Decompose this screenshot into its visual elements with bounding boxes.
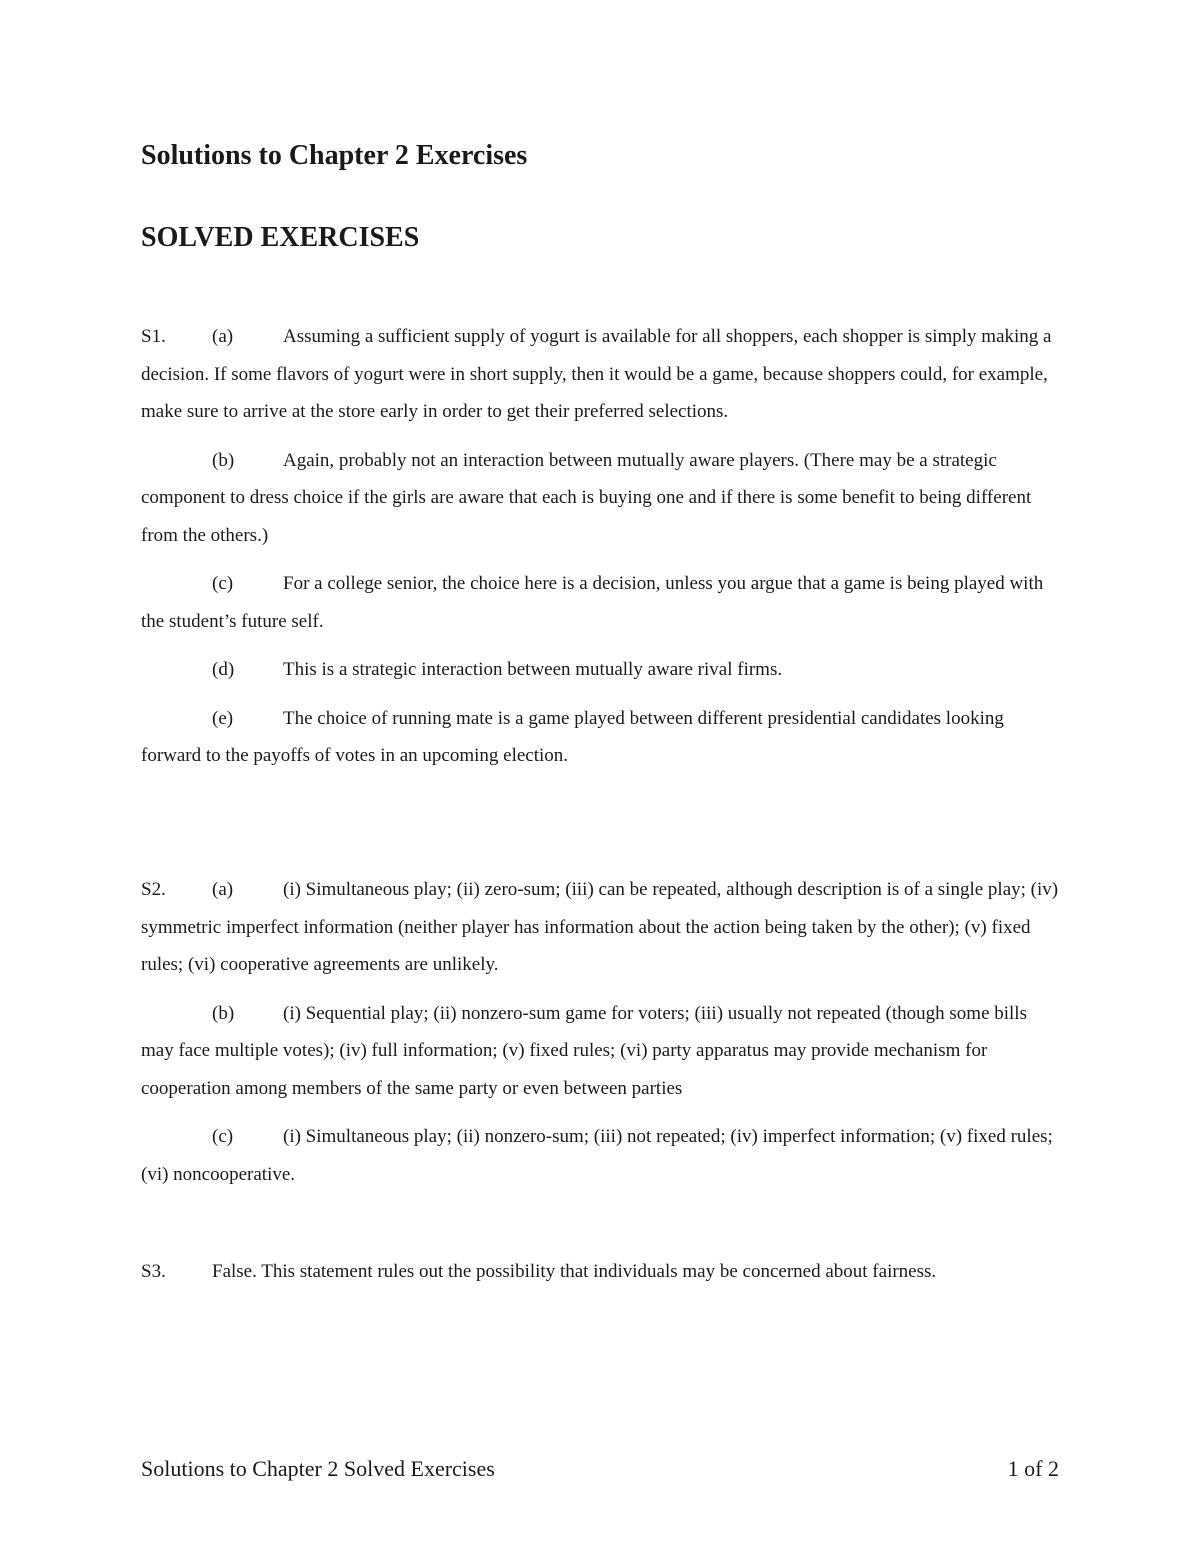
part-label: (b)	[212, 1002, 235, 1024]
s1-part-b	[141, 442, 1061, 555]
part-label: (d)	[212, 659, 235, 680]
exercise-number: S2.	[141, 879, 166, 900]
part-label: (b)	[212, 449, 235, 471]
s2-part-c	[141, 1118, 1061, 1193]
part-text: (i) Sequential play; (ii) nonzero-sum game for voters; (iii) usually not repeated (though some bills may face multiple votes); (iv) full information; (v) fixed rules; (vi) party apparatus may provide mechanism for cooperation among members of the same party or even between parties	[141, 1002, 1027, 1099]
s1-part-c	[141, 565, 1061, 640]
exercise-s2	[141, 871, 1061, 1193]
part-text: For a college senior, the choice here is a decision, unless you argue that a game is being played with the student’s future self.	[141, 573, 1044, 632]
footer-title: Solutions to Chapter 2 Solved Exercises	[141, 1456, 495, 1481]
s1-part-d	[141, 651, 1061, 689]
exercise-number: S3.	[141, 1261, 166, 1282]
part-label: (a)	[212, 326, 234, 347]
page-number: 1 of 2	[1007, 1456, 1059, 1481]
part-label: (c)	[212, 573, 234, 594]
document-title: Solutions to Chapter 2 Exercises	[141, 140, 528, 171]
part-label: (c)	[212, 1126, 234, 1147]
exercise-s1	[141, 318, 1061, 775]
section-heading: SOLVED EXERCISES	[141, 222, 420, 253]
exercise-s3	[141, 1253, 1061, 1291]
s3-answer	[141, 1253, 1061, 1291]
s2-part-b	[141, 995, 1061, 1108]
answer-text: False. This statement rules out the possibility that individuals may be concerned about fairness.	[212, 1261, 937, 1282]
part-text: (i) Simultaneous play; (ii) zero-sum; (iii) can be repeated, although description is of a single play; (iv) symmetric imperfect information (neither player has information about the action being taken by the other); (v) fixed rules; (vi) cooperative agreements are unlikely.	[141, 879, 1059, 975]
part-text: Again, probably not an interaction between mutually aware players. (There may be a strategic component to dress choice if the girls are aware that each is buying one and if there is some benefit to being different from the others.)	[141, 449, 1032, 546]
s2-part-a	[141, 871, 1061, 984]
s1-part-e	[141, 700, 1061, 775]
part-text: This is a strategic interaction between mutually aware rival firms.	[283, 659, 783, 680]
part-label: (e)	[212, 707, 234, 729]
part-text: Assuming a sufficient supply of yogurt is available for all shoppers, each shopper is simply making a decision. If some flavors of yogurt were in short supply, then it would be a game, because shoppers could, for example, make sure to arrive at the store early in order to get their preferred selections.	[141, 326, 1052, 422]
part-text: (i) Simultaneous play; (ii) nonzero-sum; (iii) not repeated; (iv) imperfect information; (v) fixed rules; (vi) noncooperative.	[141, 1126, 1053, 1185]
part-label: (a)	[212, 879, 234, 900]
exercise-number: S1.	[141, 326, 166, 347]
s1-part-a	[141, 318, 1061, 431]
part-text: The choice of running mate is a game played between different presidential candidates looking forward to the payoffs of votes in an upcoming election.	[141, 707, 1004, 766]
